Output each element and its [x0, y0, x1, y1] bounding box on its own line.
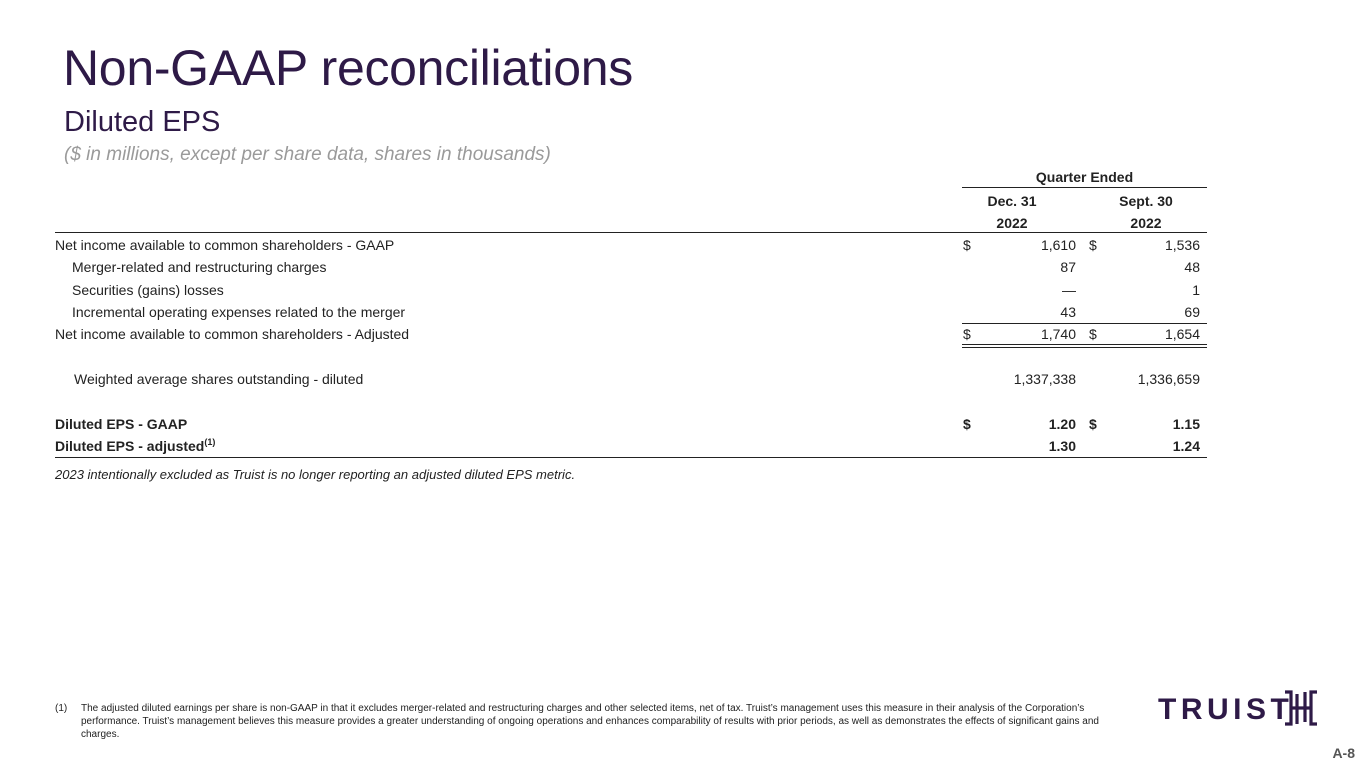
value-sept30: 1,536 [1164, 237, 1200, 253]
value-dec31: 1.20 [1048, 416, 1076, 432]
value-sept30: 1.15 [1172, 416, 1200, 432]
value-dec31: — [1062, 282, 1076, 298]
exclusion-note: 2023 intentionally excluded as Truist is no longer reporting an adjusted diluted EPS metric. [55, 467, 576, 482]
currency-symbol: $ [963, 416, 971, 432]
row-label: Weighted average shares outstanding - diluted [74, 371, 364, 387]
row-label: Incremental operating expenses related to the merger [72, 304, 406, 320]
currency-symbol: $ [1089, 237, 1097, 253]
page-title: Non-GAAP reconciliations [63, 40, 633, 96]
row-label: Securities (gains) losses [72, 282, 224, 298]
col1-year-header: 2022 [996, 215, 1028, 231]
table-row [55, 234, 1207, 256]
table-row [55, 323, 1207, 345]
value-sept30: 69 [1184, 304, 1200, 320]
value-dec31: 43 [1060, 304, 1076, 320]
currency-symbol: $ [963, 237, 971, 253]
table-row [55, 368, 1207, 390]
row-label: Merger-related and restructuring charges [72, 259, 327, 275]
footnote-ref: (1) [204, 437, 216, 447]
value-sept30: 1.24 [1172, 438, 1200, 454]
currency-symbol: $ [1089, 416, 1097, 432]
currency-symbol: $ [1089, 326, 1097, 342]
page-number: A-8 [1332, 745, 1355, 761]
table-row [55, 301, 1207, 323]
currency-symbol: $ [963, 326, 971, 342]
row-label: Net income available to common shareholders - GAAP [55, 237, 395, 253]
col2-year-header: 2022 [1130, 215, 1162, 231]
value-dec31: 1.30 [1048, 438, 1076, 454]
value-dec31: 1,610 [1040, 237, 1076, 253]
value-sept30: 1,654 [1164, 326, 1200, 342]
footnote-text: The adjusted diluted earnings per share is non-GAAP in that it excludes merger-related and restructuring charges and other selected items, net of tax. Truist’s management uses this measure in their analysis of the Corporation’s performance. Truist’s management believes this measure provides a greater understanding of ongoing operations and enhances comparability of results with prior periods, as well as demonstrates the effects of significant gains and charges. [81, 703, 1099, 740]
value-sept30: 1 [1192, 282, 1200, 298]
table-row [55, 279, 1207, 301]
units-caption: ($ in millions, except per share data, shares in thousands) [64, 144, 551, 165]
value-dec31: 87 [1060, 259, 1076, 275]
value-sept30: 48 [1184, 259, 1200, 275]
truist-logo [1158, 688, 1320, 728]
col2-month-header: Sept. 30 [1119, 193, 1173, 209]
table-row [55, 256, 1207, 278]
total-double-rule [962, 344, 1207, 348]
table-bottom-rule [55, 457, 1207, 458]
table-row [55, 413, 1207, 435]
svg-text:TRUIST: TRUIST [1158, 693, 1294, 726]
value-dec31: 1,740 [1040, 326, 1076, 342]
header-divider [55, 232, 1207, 233]
footnote-mark: (1) [55, 703, 68, 714]
quarter-ended-header: Quarter Ended [962, 167, 1207, 188]
value-sept30: 1,336,659 [1137, 371, 1200, 387]
row-label: Net income available to common shareholders - Adjusted [55, 326, 410, 342]
page-subtitle: Diluted EPS [64, 106, 221, 138]
col1-month-header: Dec. 31 [987, 193, 1037, 209]
row-label: Diluted EPS - adjusted$^{(1)}$ [55, 437, 216, 454]
row-label: Diluted EPS - GAAP [55, 416, 188, 432]
table-row [55, 435, 1207, 457]
value-dec31: 1,337,338 [1013, 371, 1076, 387]
